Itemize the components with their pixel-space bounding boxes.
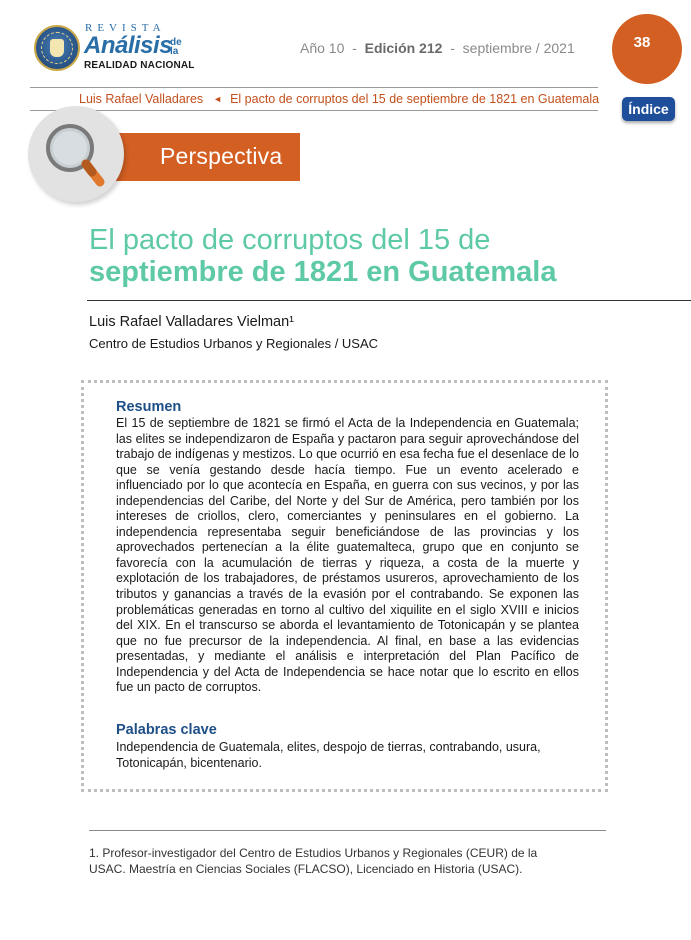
- breadcrumb-author[interactable]: Luis Rafael Valladares: [79, 92, 204, 106]
- logo-realidad-text: REALIDAD NACIONAL: [84, 60, 195, 71]
- keywords-text: Independencia de Guatemala, elites, despojo de tierras, contrabando, usura, Totonicapán, bicentenario.: [116, 740, 541, 770]
- issue-separator: -: [352, 40, 357, 56]
- issue-edition: Edición 212: [364, 40, 443, 56]
- breadcrumb: [79, 92, 599, 106]
- index-button[interactable]: Índice: [622, 97, 675, 121]
- page-number: 38: [633, 34, 651, 51]
- breadcrumb-title[interactable]: El pacto de corruptos del 15 de septiembre de 1821 en Guatemala: [230, 92, 600, 106]
- magnifier-icon: [28, 106, 124, 202]
- logo-de-la-text: de la: [170, 37, 182, 57]
- article-title-line-2: septiembre de 1821 en Guatemala: [89, 256, 557, 288]
- logo-analisis-text: Análisis: [84, 32, 173, 59]
- breadcrumb-arrow-icon: ◄: [213, 94, 223, 104]
- article-author: Luis Rafael Valladares Vielman¹: [89, 314, 294, 330]
- section-label: Perspectiva: [160, 143, 283, 169]
- issue-date: septiembre / 2021: [462, 40, 575, 56]
- footnote: 1. Profesor-investigador del Centro de Estudios Urbanos y Regionales (CEUR) de la USAC. Maestría en Ciencias Sociales (FLACSO), Licenciado en Historia (USAC).: [89, 846, 538, 876]
- issue-info: [300, 40, 575, 56]
- keywords-heading: Palabras clave: [116, 722, 217, 738]
- issue-year: Año 10: [300, 40, 345, 56]
- article-title-line-1: El pacto de corruptos del 15 de: [89, 224, 491, 256]
- abstract-text: El 15 de septiembre de 1821 se firmó el Acta de la Independencia en Guatemala; las elites se independizaron de España y pactaron para seguir aprovechándose del trabajo de indígenas y mestizos. Lo que ocurrió en esa fecha fue el desenlace de lo que se venía gestando desde hacía tiempo. Fue un evento acelerado e influenciado por lo que acontecía en España, en guerra con sus vecinos, y por las independencias del Caribe, del Norte y del Sur de América, pero también por los intereses de criollos, clero, comerciantes y peninsulares en el gobierno. La independencia representaba seguir beneficiándose de las provincias y los aprovechados pertenecían a la élite guatemalteca, grupo que en conjunto se favorecía con la acumulación de tierras y riqueza, a costa de la muerte y explotación de los trabajadores, de préstamos usureros, aprovechamiento de los tributos y ganancias a través de la evasión por el contrabando. Se exponen las problemáticas generadas en torno al cultivo del xiquilite en el siglo XVIII e inicios del XIX. En el transcurso se aborda el levantamiento de Totonicapán y se plantea que no fue precursor de la independencia. Al final, en base a las evidencias presentadas, y mediante el análisis e interpretación del Plan Pacífico de Independencia y del Acta de Independencia se hace notar que lo escrito en ellos fue un pacto de corruptos.: [116, 416, 579, 695]
- logo-revista-text: REVISTA: [85, 22, 166, 34]
- header-divider-top: [30, 87, 598, 88]
- issue-separator: -: [450, 40, 455, 56]
- article-affiliation: Centro de Estudios Urbanos y Regionales / USAC: [89, 336, 379, 351]
- title-divider: [87, 300, 691, 301]
- logo-seal: [34, 25, 80, 71]
- footnote-divider: [89, 830, 606, 831]
- logo-seal-emblem: [50, 39, 64, 57]
- abstract-heading: Resumen: [116, 399, 182, 415]
